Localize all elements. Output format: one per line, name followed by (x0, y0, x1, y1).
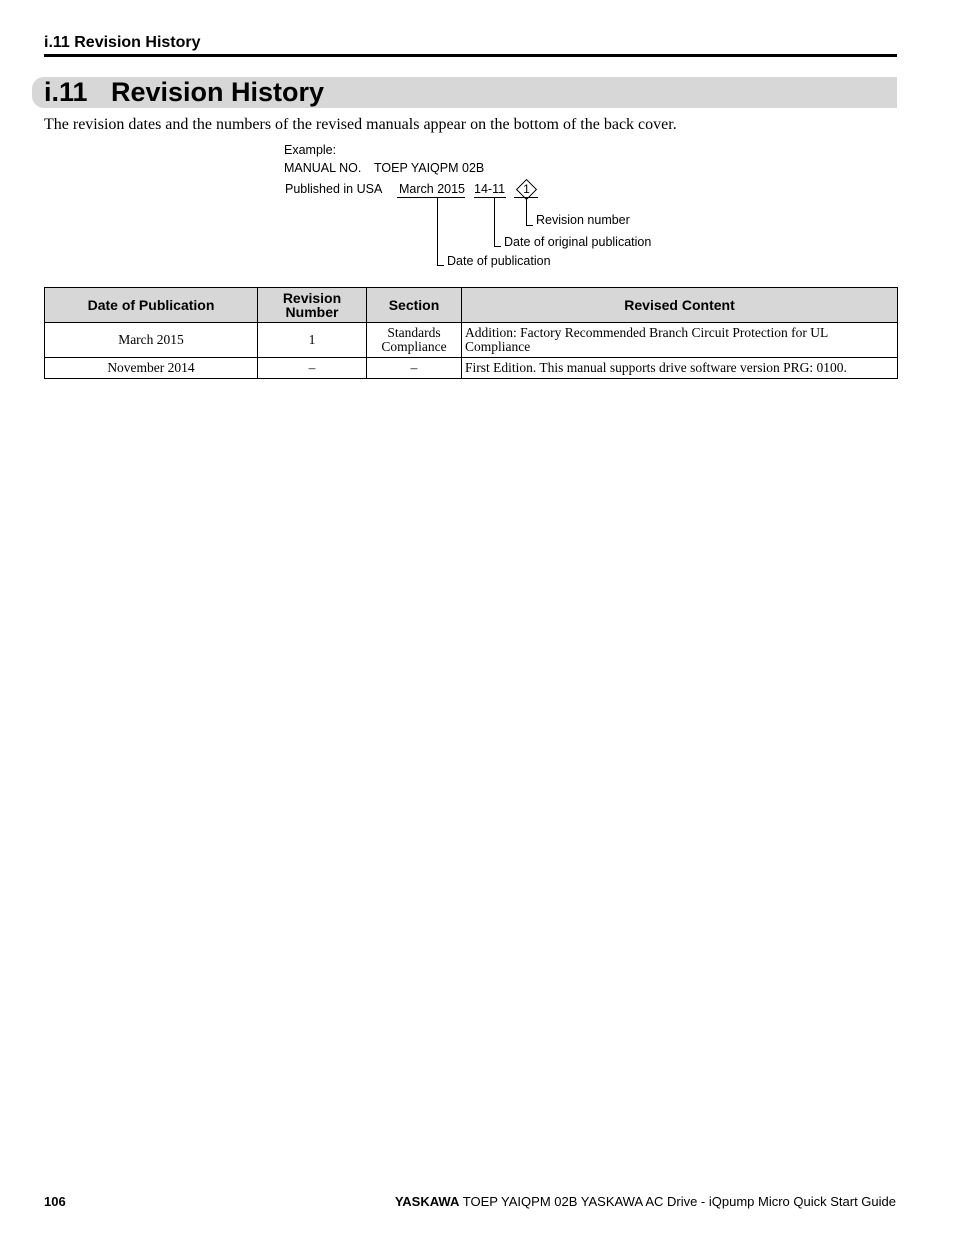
header-content: Revised Content (462, 288, 898, 323)
example-label: Example: (284, 143, 337, 157)
cell-date: March 2015 (45, 323, 258, 358)
cell-revision: – (258, 358, 367, 379)
intro-paragraph: The revision dates and the numbers of the revised manuals appear on the bottom of the back cover. (44, 116, 677, 133)
date-leader (437, 198, 438, 266)
date-leader-foot (437, 265, 444, 266)
page-number: 106 (44, 1194, 66, 1209)
callout-date-of-publication: Date of publication (447, 254, 551, 268)
cell-section: – (367, 358, 462, 379)
header-date: Date of Publication (45, 288, 258, 323)
example-date: March 2015 (399, 182, 466, 196)
cell-section-text: Standards Compliance (381, 325, 447, 354)
table-row (45, 358, 898, 379)
table-row (45, 323, 898, 358)
revision-leader-foot (526, 225, 533, 226)
callout-revision-number: Revision number (536, 213, 630, 227)
header-revision-label: Revision Number (282, 290, 342, 320)
published-label: Published in USA (285, 182, 383, 196)
date-underline (397, 197, 465, 198)
table-header-row (45, 288, 898, 323)
cell-content: Addition: Factory Recommended Branch Circuit Protection for UL Compliance (462, 323, 898, 358)
revision-diamond-number: 1 (523, 182, 530, 196)
cell-section (367, 323, 462, 358)
header-rule (44, 54, 897, 57)
callout-original-publication: Date of original publication (504, 235, 652, 249)
revision-leader (526, 198, 527, 226)
section-title: Revision History (111, 77, 325, 107)
original-leader-foot (494, 246, 501, 247)
footer-title: TOEP YAIQPM 02B YASKAWA AC Drive - iQpump Micro Quick Start Guide (462, 1194, 896, 1209)
revision-table (44, 287, 898, 379)
cell-content: First Edition. This manual supports drive software version PRG: 0100. (462, 358, 898, 379)
section-number: i.11 (44, 77, 88, 107)
original-leader (494, 198, 495, 247)
cell-date: November 2014 (45, 358, 258, 379)
footer-brand: YASKAWA (394, 1194, 460, 1209)
example-original-date: 14-11 (474, 182, 506, 196)
manual-no-value: TOEP YAIQPM 02B (374, 161, 485, 175)
header-revision (258, 288, 367, 323)
header-section: Section (367, 288, 462, 323)
manual-no-label: MANUAL NO. (284, 161, 362, 175)
running-head: i.11 Revision History (44, 34, 201, 51)
footer-text (395, 1194, 896, 1209)
cell-revision: 1 (258, 323, 367, 358)
original-date-underline (474, 197, 506, 198)
